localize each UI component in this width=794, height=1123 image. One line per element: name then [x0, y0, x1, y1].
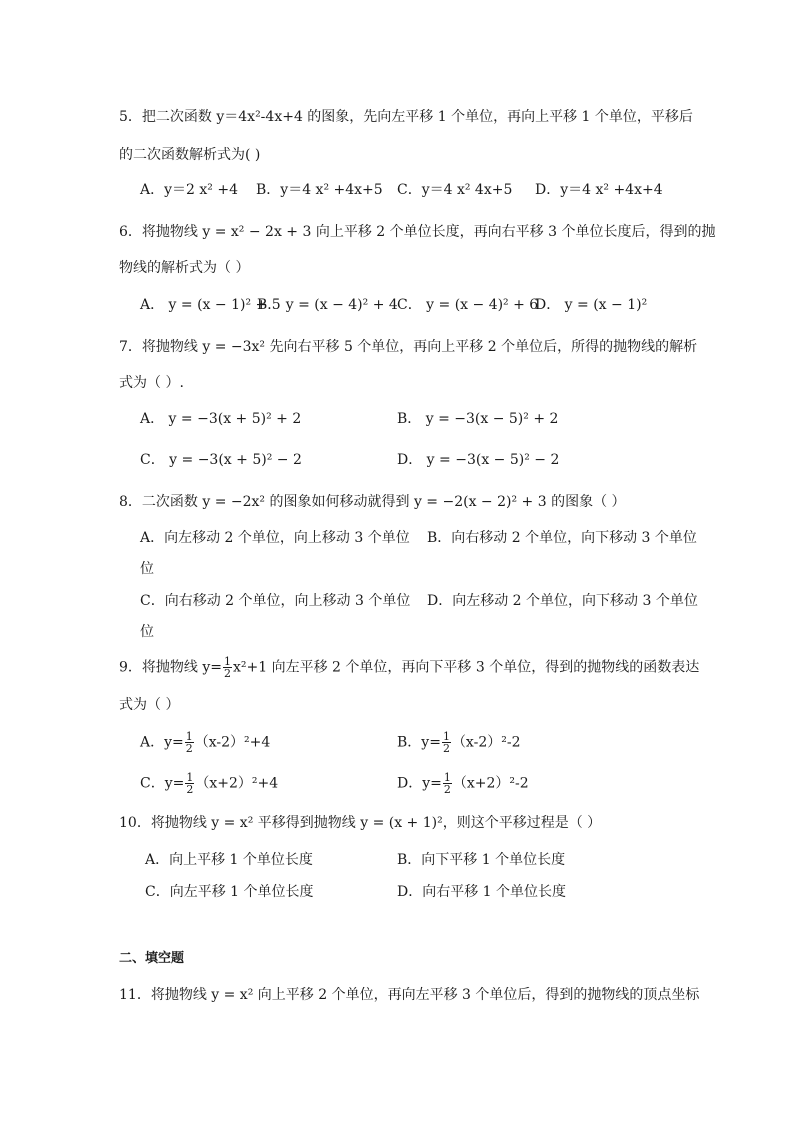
q8-option-c: C．向右移动 2 个单位，向上移动 3 个单位 — [140, 593, 411, 609]
q7-stem-line2: 式为（ ）. — [119, 375, 184, 391]
q9-option-d-frac-den: 2 — [443, 783, 451, 796]
q10-option-c: C．向左平移 1 个单位长度 — [145, 884, 314, 900]
q9-option-a — [140, 731, 270, 754]
q9-option-d-frac-num: 1 — [443, 771, 451, 784]
q6-stem-line2: 物线的解析式为（ ） — [119, 260, 250, 276]
q7-option-a: A． y = −3(x + 5)² + 2 — [140, 411, 302, 427]
q9-option-b-expr: （x-2）²-2 — [451, 734, 521, 751]
q9-option-b-frac-den: 2 — [442, 742, 450, 755]
q8-option-b: B．向右移动 2 个单位，向下移动 3 个单位 — [427, 530, 697, 546]
q6-stem-line1: 6．将抛物线 y = x² − 2x + 3 向上平移 2 个单位长度，再向右平移 3 个单位长度后，得到的抛 — [119, 224, 716, 240]
q9-stem-prefix: 9．将抛物线 y= — [119, 659, 222, 676]
q10-option-a: A．向上平移 1 个单位长度 — [145, 852, 313, 868]
q9-option-a-label: A．y= — [140, 734, 184, 751]
section-heading-fill-in: 二、填空题 — [119, 951, 185, 966]
q9-option-d — [397, 772, 529, 795]
q9-fraction-denominator: 2 — [224, 667, 231, 680]
q9-option-c-frac-num: 1 — [186, 771, 194, 784]
q9-option-c-label: C．y= — [140, 775, 185, 792]
q9-option-c — [140, 772, 278, 795]
q9-option-c-frac-den: 2 — [186, 783, 194, 796]
q5-stem-line1: 5．把二次函数 y＝4x²-4x+4 的图象，先向左平移 1 个单位，再向上平移 1 个单位，平移后 — [119, 109, 693, 125]
q9-option-d-expr: （x+2）²-2 — [452, 775, 529, 792]
q7-stem-line1: 7．将抛物线 y = −3x² 先向右平移 5 个单位，再向上平移 2 个单位后，所得的抛物线的解析 — [119, 339, 698, 355]
q9-option-a-frac-den: 2 — [185, 742, 193, 755]
q9-option-b-label: B．y= — [397, 734, 441, 751]
q7-option-c: C． y = −3(x + 5)² − 2 — [140, 452, 302, 468]
q9-option-d-fraction — [443, 772, 452, 795]
q6-option-c: C． y = (x − 4)² + 6 — [397, 297, 539, 313]
q9-option-a-expr: （x-2）²+4 — [194, 734, 271, 751]
q9-option-c-expr: （x+2）²+4 — [195, 775, 279, 792]
q7-option-d: D． y = −3(x − 5)² − 2 — [397, 452, 560, 468]
q9-stem-line1 — [119, 656, 699, 679]
q9-fraction-numerator: 1 — [224, 655, 231, 668]
q8-option-d-wrap: 位 — [140, 624, 154, 640]
q6-option-a: A． y = (x − 1)² + 5 — [140, 297, 281, 313]
q8-option-d: D．向左移动 2 个单位，向下移动 3 个单位 — [427, 593, 698, 609]
q9-option-a-frac-num: 1 — [185, 730, 193, 743]
q11-stem: 11．将抛物线 y = x² 向上平移 2 个单位，再向左平移 3 个单位后，得到的抛物线的顶点坐标 — [119, 987, 700, 1003]
q8-option-b-wrap: 位 — [140, 561, 154, 577]
q5-stem-line2: 的二次函数解析式为( ) — [119, 147, 261, 163]
q9-option-b-fraction — [442, 731, 451, 754]
q10-option-b: B．向下平移 1 个单位长度 — [397, 852, 566, 868]
q10-option-d: D．向右平移 1 个单位长度 — [397, 884, 567, 900]
q5-option-a: A．y＝2 x² +4 — [140, 182, 238, 198]
q7-option-b: B． y = −3(x − 5)² + 2 — [397, 411, 559, 427]
q6-option-b: B． y = (x − 4)² + 4 — [257, 297, 398, 313]
q9-option-b-frac-num: 1 — [442, 730, 450, 743]
q10-stem: 10．将抛物线 y = x² 平移得到抛物线 y = (x + 1)²，则这个平移过程是（ ） — [119, 815, 602, 831]
q9-option-b — [397, 731, 520, 754]
q9-option-a-fraction — [185, 731, 194, 754]
q5-option-b: B．y＝4 x² +4x+5 — [256, 182, 383, 198]
q8-option-a: A．向左移动 2 个单位，向上移动 3 个单位 — [140, 530, 410, 546]
q5-option-c: C．y＝4 x² 4x+5 — [397, 182, 513, 198]
q9-stem-suffix: x²+1 向左平移 2 个单位，再向下平移 3 个单位，得到的抛物线的函数表达 — [233, 659, 700, 676]
q9-option-d-label: D．y= — [397, 775, 442, 792]
q9-stem-line2: 式为（ ） — [119, 697, 180, 713]
q9-option-c-fraction — [185, 772, 194, 795]
q8-stem: 8．二次函数 y = −2x² 的图象如何移动就得到 y = −2(x − 2)² + 3 的图象（ ） — [119, 494, 626, 510]
q5-option-d: D．y＝4 x² +4x+4 — [535, 182, 663, 198]
q9-fraction — [223, 656, 232, 679]
q6-option-d: D． y = (x − 1)² — [535, 297, 648, 313]
